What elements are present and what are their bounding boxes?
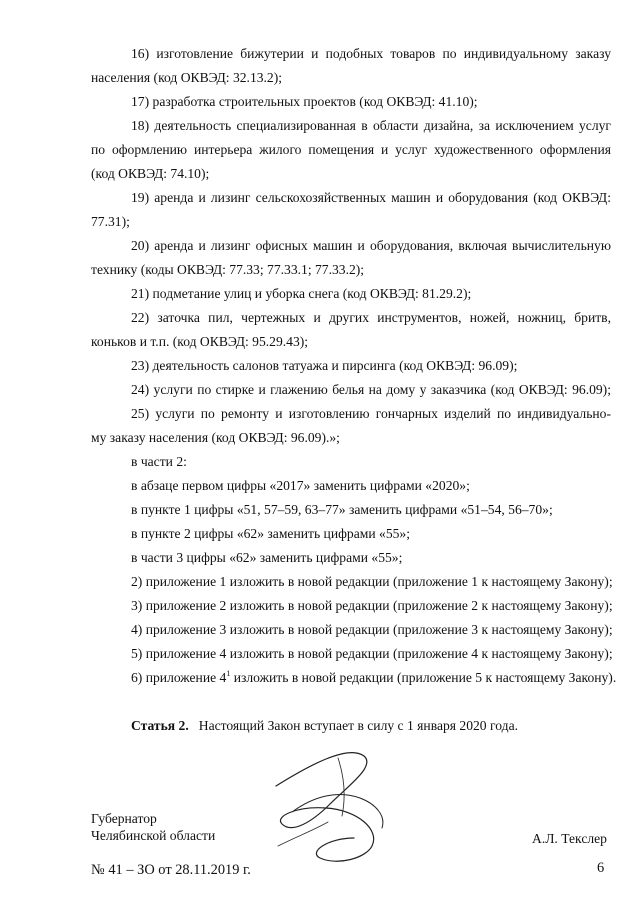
paragraph-line: технику (коды ОКВЭД: 77.33; 77.33.1; 77.33.2);: [91, 262, 365, 277]
article-2: [131, 717, 518, 734]
paragraph-line: в пункте 1 цифры «51, 57–59, 63–77» заменить цифрами «51–54, 56–70»;: [131, 502, 553, 517]
item6-prefix: 6) приложение 4: [131, 670, 227, 685]
paragraph-line: 3) приложение 2 изложить в новой редакции (приложение 2 к настоящему Закону);: [131, 598, 613, 613]
paragraph-line: 18) деятельность специализированная в области дизайна, за исключением услуг: [131, 118, 611, 133]
paragraph-line: 4) приложение 3 изложить в новой редакции (приложение 3 к настоящему Закону);: [131, 622, 613, 637]
governor-title: Губернатор: [91, 811, 157, 826]
article-2-text: Настоящий Закон вступает в силу с 1 января 2020 года.: [198, 718, 518, 733]
paragraph-line: в пункте 2 цифры «62» заменить цифрами «55»;: [131, 526, 410, 541]
paragraph-line: 22) заточка пил, чертежных и других инструментов, ножей, ножниц, бритв,: [131, 310, 611, 325]
paragraph-line: в части 3 цифры «62» заменить цифрами «55»;: [131, 550, 403, 565]
page-number: 6: [597, 860, 605, 876]
article-2-label: Статья 2.: [131, 718, 189, 733]
paragraph-line: 24) услуги по стирке и глажению белья на дому у заказчика (код ОКВЭД: 96.09);: [131, 382, 611, 397]
paragraph-line: 17) разработка строительных проектов (код ОКВЭД: 41.10);: [131, 94, 478, 109]
paragraph-line: 19) аренда и лизинг сельскохозяйственных машин и оборудования (код ОКВЭД:: [131, 190, 611, 205]
paragraph-line: 23) деятельность салонов татуажа и пирсинга (код ОКВЭД: 96.09);: [131, 358, 518, 373]
paragraph-line: 25) услуги по ремонту и изготовлению гончарных изделий по индивидуально-: [131, 406, 611, 421]
item6-suffix: изложить в новой редакции (приложение 5 к настоящему Закону).: [230, 670, 617, 685]
paragraph-line: му заказу населения (код ОКВЭД: 96.09).»;: [91, 430, 340, 445]
superscript-one: 1: [226, 669, 231, 678]
governor-name: А.Л. Текслер: [532, 831, 607, 846]
paragraph-line: 2) приложение 1 изложить в новой редакции (приложение 1 к настоящему Закону);: [131, 574, 613, 589]
paragraph-line: 5) приложение 4 изложить в новой редакции (приложение 4 к настоящему Закону);: [131, 646, 613, 661]
paragraph-line: по оформлению интерьера жилого помещения и услуг художественного оформления: [91, 142, 611, 157]
paragraph-line: (код ОКВЭД: 74.10);: [91, 166, 210, 181]
handwritten-signature: [268, 746, 398, 876]
paragraph-line: в абзаце первом цифры «2017» заменить цифрами «2020»;: [131, 478, 470, 493]
paragraph-line: коньков и т.п. (код ОКВЭД: 95.29.43);: [91, 334, 309, 349]
paragraph-line: населения (код ОКВЭД: 32.13.2);: [91, 70, 283, 85]
governor-region: Челябинской области: [91, 828, 216, 843]
paragraph-line: 16) изготовление бижутерии и подобных товаров по индивидуальному заказу: [131, 46, 611, 61]
law-number: № 41 – ЗО от 28.11.2019 г.: [91, 862, 251, 878]
paragraph-line: [131, 669, 617, 686]
paragraph-line: 20) аренда и лизинг офисных машин и оборудования, включая вычислительную: [131, 238, 611, 253]
paragraph-line: 21) подметание улиц и уборка снега (код ОКВЭД: 81.29.2);: [131, 286, 472, 301]
paragraph-line: в части 2:: [131, 454, 187, 469]
paragraph-line: 77.31);: [91, 214, 130, 229]
